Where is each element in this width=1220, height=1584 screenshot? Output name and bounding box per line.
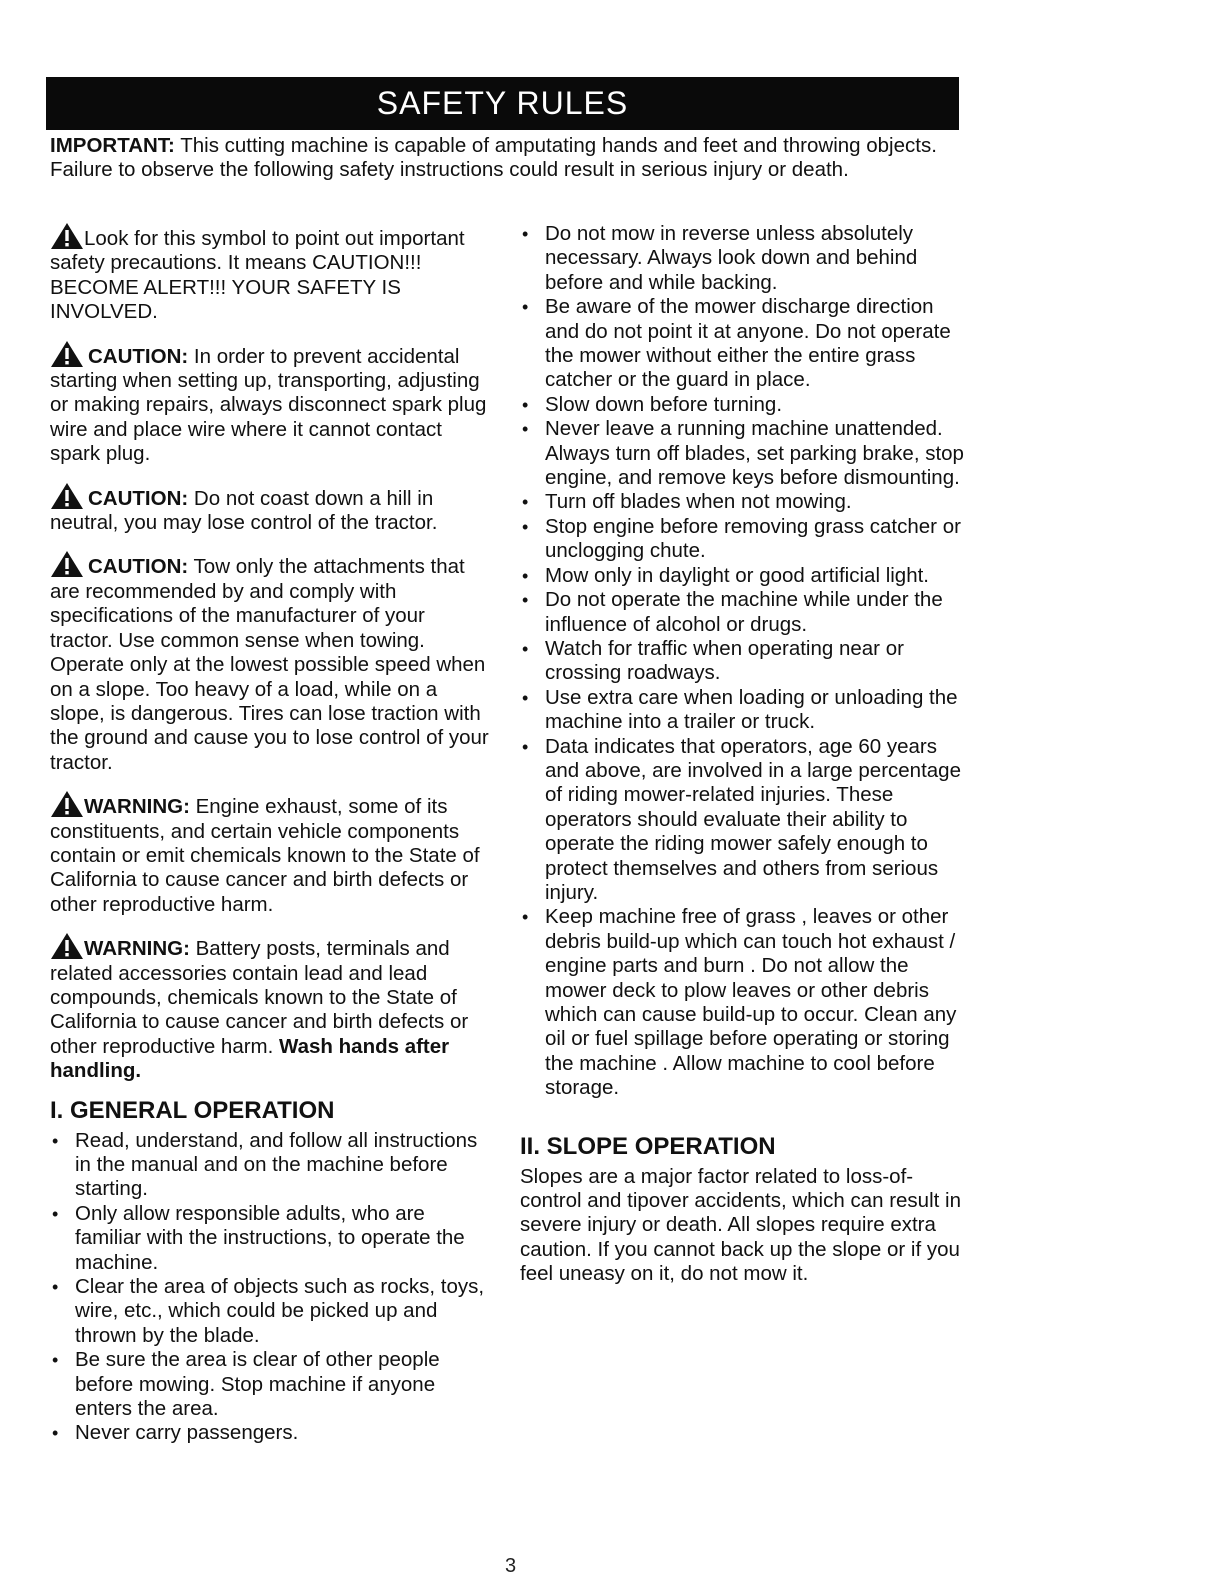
page-title: SAFETY RULES [376,85,629,121]
list-item: • Do not mow in reverse unless absolutely necessary. Always look down and behind before and while backing. [520,222,965,295]
safety-rules-banner [46,77,959,130]
warning-text: Engine exhaust, some of its constituents, and certain vehicle components contain or emit chemicals known to the State of California to cause cancer and birth defects or other reproductive harm. [50,795,480,916]
safety-alert-icon [50,932,84,960]
safety-alert-icon [50,550,84,578]
caution-label: CAUTION: [88,344,189,368]
caution-label: CAUTION: [88,555,189,579]
list-item: • Clear the area of objects such as rocks, toys, wire, etc., which could be picked up and thrown by the blade. [50,1275,490,1348]
slope-operation-text: Slopes are a major factor related to loss-of-control and tipover accidents, which can result in severe injury or death. All slopes require extra caution. If you cannot back up the slope or if you feel uneasy on it, do not mow it. [520,1164,961,1286]
list-item: • Read, understand, and follow all instructions in the manual and on the machine before starting. [50,1129,490,1202]
list-item: • Never leave a running machine unattended. Always turn off blades, set parking brake, stop engine, and remove keys before dismounting. [520,417,965,490]
left-column [50,222,490,1446]
safety-alert-icon [50,222,84,250]
safety-alert-icon [50,340,84,368]
safety-alert-icon [50,790,84,818]
list-item: • Never carry passengers. [50,1421,490,1445]
list-item: • Data indicates that operators, age 60 years and above, are involved in a large percentage of riding mower-related injuries. These operators should evaluate their ability to operate the riding mower safely enough to protect themselves and others from serious injury. [520,735,965,906]
list-item: • Use extra care when loading or unloading the machine into a trailer or truck. [520,686,965,735]
warning-label: WARNING: [84,795,190,819]
list-item: • Turn off blades when not mowing. [520,490,965,514]
list-item: • Only allow responsible adults, who are familiar with the instructions, to operate the machine. [50,1202,490,1275]
warning-emphasis: Wash hands after handling. [50,1034,450,1083]
caution-label: CAUTION: [88,486,189,510]
warning-label: WARNING: [84,937,190,961]
list-item: • Mow only in daylight or good artificial light. [520,564,965,588]
right-column [520,222,965,1287]
page-number: 3 [505,1555,517,1577]
symbol-note [50,222,490,325]
caution-text: In order to prevent accidental starting when setting up, transporting, adjusting or making repairs, always disconnect spark plug wire and place wire where it cannot contact spark plug. [50,344,487,466]
list-item: • Slow down before turning. [520,393,965,417]
list-item: • Stop engine before removing grass catcher or unclogging chute. [520,515,965,564]
warning-battery [50,932,490,1083]
operation-rules-list [520,222,965,1101]
caution-towing [50,550,490,775]
important-intro [50,134,955,181]
list-item: • Watch for traffic when operating near or crossing roadways. [520,637,965,686]
safety-alert-icon [50,482,84,510]
symbol-note-text: Look for this symbol to point out important safety precautions. It means CAUTION!!! BECOME ALERT!!! YOUR SAFETY IS INVOLVED. [50,227,465,324]
general-operation-list [50,1129,490,1446]
warning-text: Battery posts, terminals and related accessories contain lead and lead compounds, chemicals known to the State of California to cause cancer and birth defects or other reproductive harm. [50,937,469,1058]
list-item: • Be aware of the mower discharge direction and do not point it at anyone. Do not operate the mower without either the entire grass catcher or the guard in place. [520,295,965,393]
slope-operation-heading: II. SLOPE OPERATION [520,1132,776,1160]
list-item: • Keep machine free of grass , leaves or other debris build-up which can touch hot exhaust / engine parts and burn . Do not allow the mower deck to plow leaves or other debris which can cause build-up to occur. Clean any oil or fuel spillage before operating or storing the machine . Allow machine to cool before storage. [520,905,965,1100]
list-item: • Be sure the area is clear of other people before mowing. Stop machine if anyone enters the area. [50,1348,490,1421]
caution-hill [50,482,490,536]
list-item: • Do not operate the machine while under the influence of alcohol or drugs. [520,588,965,637]
general-operation-heading: I. GENERAL OPERATION [50,1096,335,1124]
caution-text: Tow only the attachments that are recommended by and comply with specifications of the manufacturer of your tractor. Use common sense when towing. Operate only at the lowest possible speed when on a slope. Too heavy of a load, while on a slope, is dangerous. Tires can lose traction with the ground and cause you to lose control of your tractor. [50,555,489,774]
important-label: IMPORTANT: [50,134,175,157]
important-text: This cutting machine is capable of amputating hands and feet and throwing objects. Failure to observe the following safety instructions could result in serious injury or death. [50,134,937,181]
warning-exhaust [50,790,490,917]
caution-text: Do not coast down a hill in neutral, you may lose control of the tractor. [50,486,438,535]
caution-spark-plug [50,340,490,467]
